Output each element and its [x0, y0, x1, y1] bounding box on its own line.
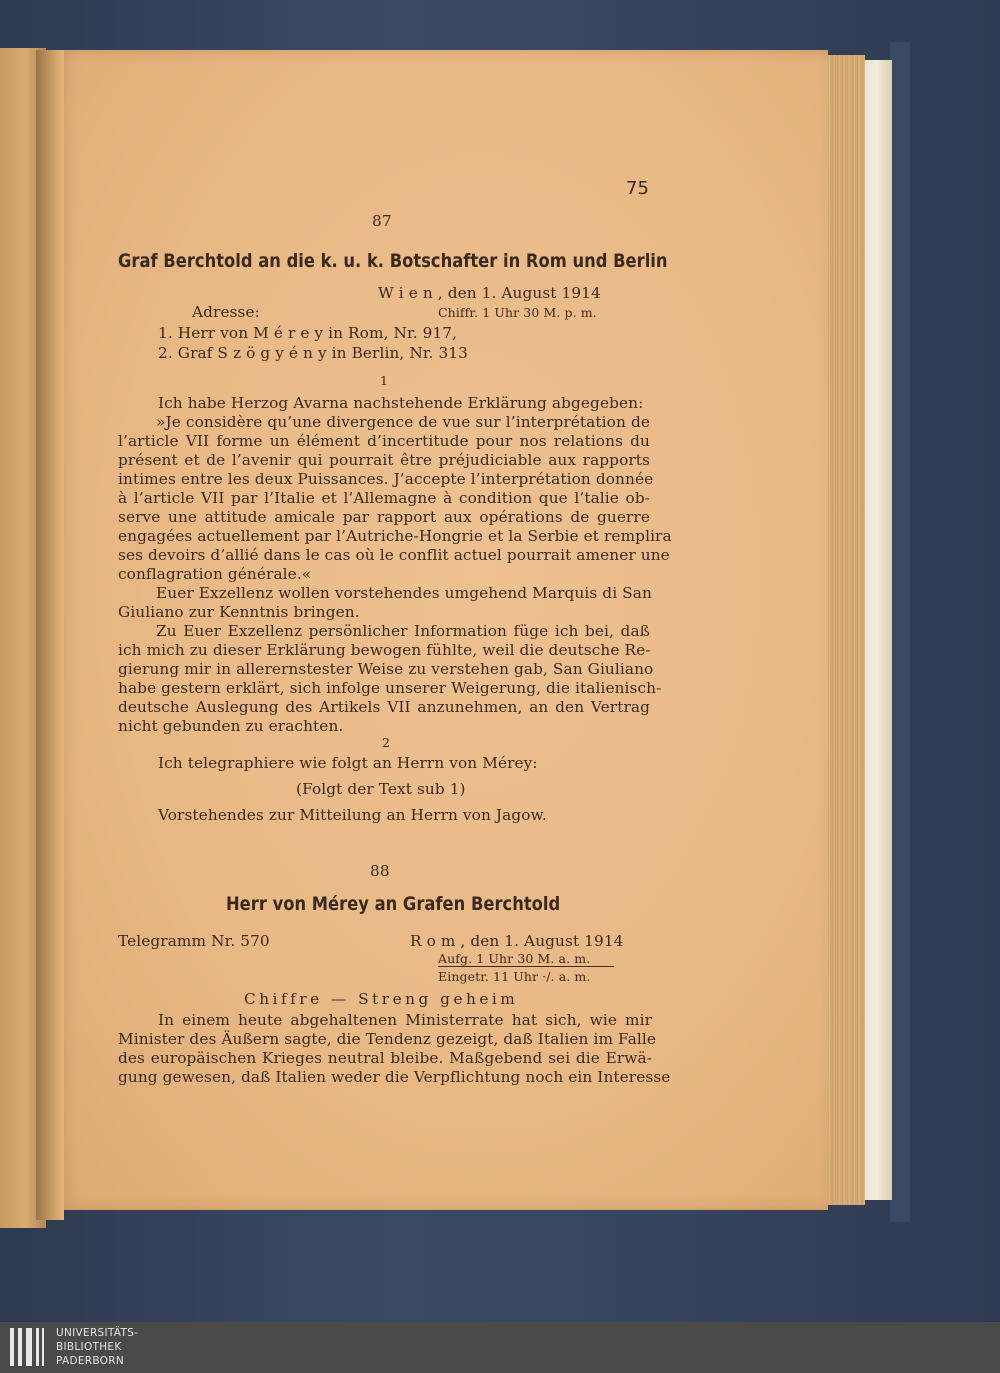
doc-88-title: Herr von Mérey an Grafen Berchtold: [226, 893, 561, 915]
doc-87-place-date: W i e n , den 1. August 1914: [378, 284, 601, 302]
doc-87-number: 87: [372, 212, 392, 230]
text-line: »Je considère qu’une divergence de vue sur l’interprétation de: [156, 413, 650, 431]
doc-87-section-2: 2: [382, 735, 391, 750]
doc-87-adresse-label: Adresse:: [192, 303, 260, 321]
doc-87-title: Graf Berchtold an die k. u. k. Botschafter in Rom und Berlin: [118, 250, 668, 272]
text-line: Ich habe Herzog Avarna nachstehende Erklärung abgegeben:: [158, 394, 644, 412]
text-line: serve une attitude amicale par rapport aux opérations de guerre: [118, 508, 650, 526]
page-number: 75: [626, 178, 650, 199]
text-line: deutsche Auslegung des Artikels VII anzunehmen, an den Vertrag: [118, 698, 650, 716]
text-line: ses devoirs d’allié dans le cas où le conflit actuel pourrait amener une: [118, 546, 670, 564]
doc-87-recipient-1: 1. Herr von M é r e y in Rom, Nr. 917,: [158, 324, 458, 342]
library-name-line: UNIVERSITÄTS-: [56, 1327, 139, 1339]
doc-87-chiffre-time: Chiffr. 1 Uhr 30 M. p. m.: [438, 305, 597, 320]
text-line: gierung mir in allerernstester Weise zu verstehen gab, San Giuliano: [118, 660, 654, 678]
library-name-line: BIBLIOTHEK: [56, 1341, 122, 1353]
text-line: In einem heute abgehaltenen Ministerrate hat sich, wie mir: [158, 1011, 652, 1029]
doc-88-number: 88: [370, 862, 390, 880]
text-line: Ich telegraphiere wie folgt an Herrn von Mérey:: [158, 754, 538, 772]
text-line: des europäischen Krieges neutral bleibe. Maßgebend sei die Erwä-: [118, 1049, 652, 1067]
text-line: à l’article VII par l’Italie et l’Allemagne à condition que l’talie ob-: [118, 489, 650, 507]
book-gutter: [36, 50, 64, 1220]
text-line: gung gewesen, daß Italien weder die Verpflichtung noch ein Interesse: [118, 1068, 671, 1086]
text-line: Vorstehendes zur Mitteilung an Herrn von Jagow.: [158, 806, 547, 824]
doc-88-place-date: R o m , den 1. August 1914: [410, 932, 624, 950]
text-line: ich mich zu dieser Erklärung bewogen fühlte, weil die deutsche Re-: [118, 641, 651, 659]
book-cover-edge: [890, 42, 910, 1222]
text-line: intimes entre les deux Puissances. J’accepte l’interprétation donnée: [118, 470, 654, 488]
doc-87-recipient-2: 2. Graf S z ö g y é n y in Berlin, Nr. 313: [158, 344, 468, 362]
library-logo-icon: [10, 1328, 44, 1366]
text-line: Giuliano zur Kenntnis bringen.: [118, 603, 360, 621]
text-line: Euer Exzellenz wollen vorstehendes umgehend Marquis di San: [156, 584, 652, 602]
library-name-line: PADERBORN: [56, 1355, 124, 1367]
text-line: conflagration générale.«: [118, 565, 312, 583]
text-line: nicht gebunden zu erachten.: [118, 717, 344, 735]
doc-88-eingetr: Eingetr. 11 Uhr ·/. a. m.: [438, 969, 591, 984]
doc-88-aufg: Aufg. 1 Uhr 30 M. a. m.: [438, 951, 614, 967]
text-line: habe gestern erklärt, sich infolge unserer Weigerung, die italienisch-: [118, 679, 662, 697]
doc-88-telegramm: Telegramm Nr. 570: [118, 932, 270, 950]
doc-87-section-1: 1: [380, 373, 389, 388]
page-block-white: [862, 60, 892, 1200]
library-name: [56, 1326, 138, 1368]
text-line: engagées actuellement par l’Autriche-Hongrie et la Serbie et remplira: [118, 527, 672, 545]
library-footer: [0, 1322, 1000, 1373]
text-line: Minister des Äußern sagte, die Tendenz gezeigt, daß Italien im Falle: [118, 1030, 657, 1048]
text-line: présent et de l’avenir qui pourrait être préjudiciable aux rapports: [118, 451, 650, 469]
text-line: Zu Euer Exzellenz persönlicher Information füge ich bei, daß: [156, 622, 650, 640]
doc-88-chiffre: Chiffre — Streng geheim: [244, 990, 519, 1008]
text-line: (Folgt der Text sub 1): [296, 780, 466, 798]
text-line: l’article VII forme un élément d’incertitude pour nos relations du: [118, 432, 650, 450]
